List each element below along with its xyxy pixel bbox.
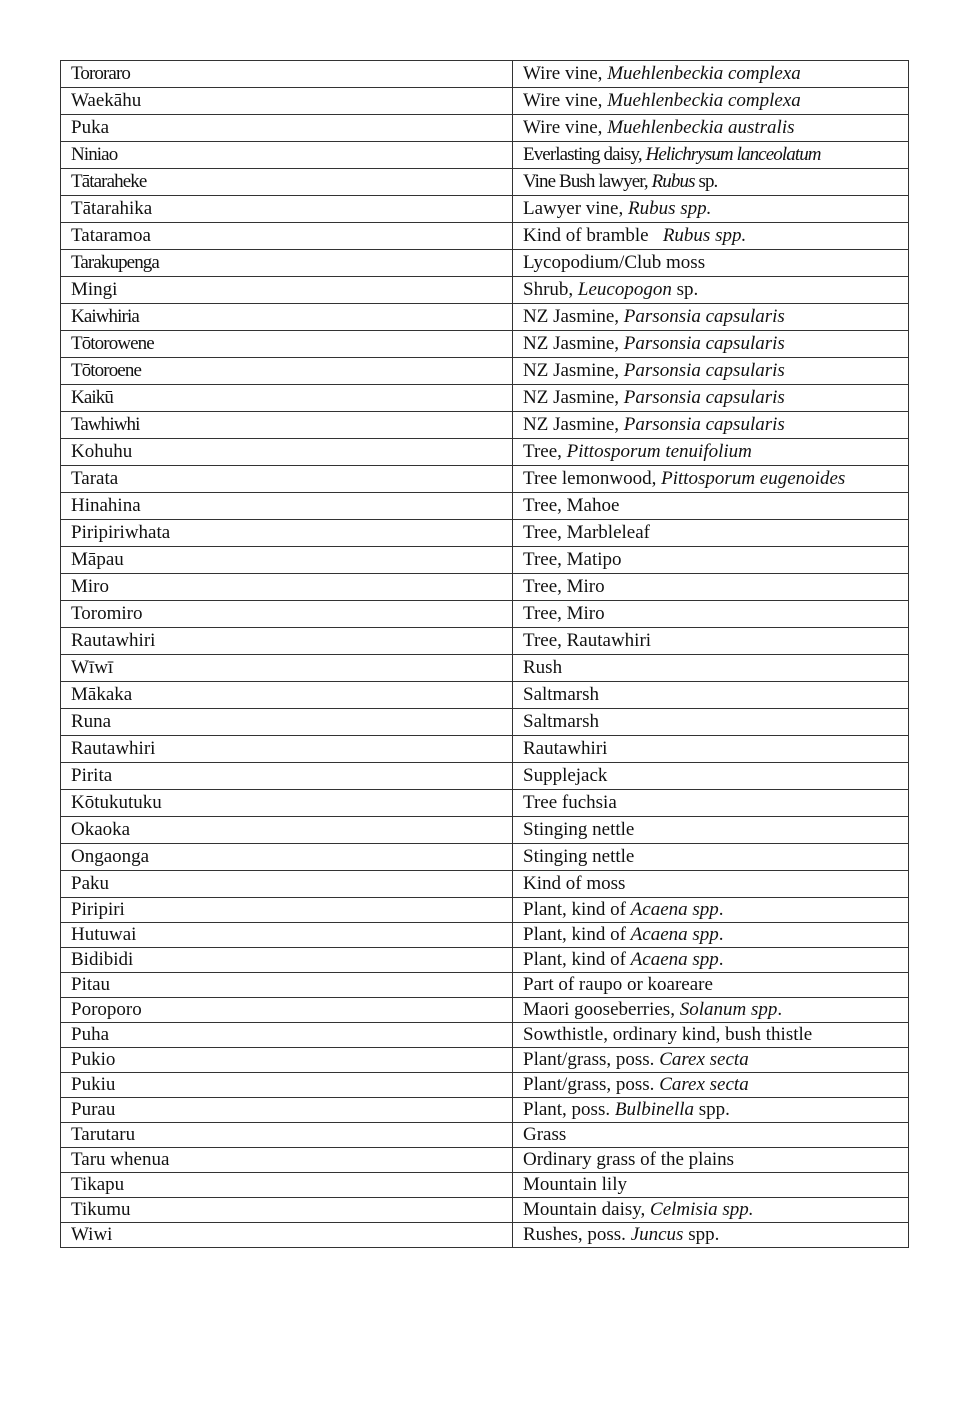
table-row — [61, 412, 909, 439]
description-text: Lawyer vine, — [523, 198, 628, 219]
description-text: Kind of bramble — [523, 225, 663, 246]
english-description-cell — [513, 331, 909, 358]
description-suffix: . — [718, 899, 724, 920]
table-row — [61, 1048, 909, 1073]
scientific-name: Rubus spp. — [662, 225, 747, 246]
description-text: Wire vine, — [523, 90, 608, 111]
maori-name-cell — [61, 331, 513, 358]
description-suffix: . — [718, 949, 724, 970]
maori-name: Wiwi — [71, 1224, 113, 1245]
english-description-cell — [513, 466, 909, 493]
scientific-name: Juncus — [630, 1224, 684, 1245]
scientific-name: Solanum spp — [679, 999, 778, 1020]
english-description-cell — [513, 547, 909, 574]
english-description-cell — [513, 304, 909, 331]
scientific-name: Carex secta — [659, 1074, 749, 1095]
description-suffix: spp. — [683, 1224, 720, 1245]
maori-name-cell — [61, 493, 513, 520]
description-text: Rushes, poss. — [523, 1224, 631, 1245]
table-row — [61, 1148, 909, 1173]
english-description-cell — [513, 223, 909, 250]
maori-name-cell — [61, 1048, 513, 1073]
english-description-cell — [513, 1073, 909, 1098]
scientific-name: Acaena spp — [630, 924, 719, 945]
maori-name-cell — [61, 1223, 513, 1248]
table-row — [61, 1223, 909, 1248]
scientific-name: Parsonsia capsularis — [623, 360, 785, 381]
table-row — [61, 142, 909, 169]
description-text: Plant/grass, poss. — [523, 1074, 660, 1095]
description-text: Stinging nettle — [523, 846, 635, 867]
maori-name-cell — [61, 439, 513, 466]
maori-name-cell — [61, 250, 513, 277]
table-row — [61, 898, 909, 923]
english-description-cell — [513, 169, 909, 196]
description-text: Tree fuchsia — [523, 792, 617, 813]
table-row — [61, 439, 909, 466]
table-row — [61, 998, 909, 1023]
description-text: Tree, — [523, 441, 567, 462]
table-row — [61, 331, 909, 358]
description-text: Tree, Miro — [523, 603, 605, 624]
maori-name: Purau — [71, 1099, 116, 1120]
maori-name: Poroporo — [71, 999, 142, 1020]
maori-name: Tōtoroene — [71, 360, 141, 381]
maori-name: Pukiu — [71, 1074, 116, 1095]
maori-name: Tōtorowene — [71, 333, 154, 354]
maori-name: Mākaka — [71, 684, 133, 705]
maori-name: Taru whenua — [71, 1149, 170, 1170]
english-description-cell — [513, 493, 909, 520]
maori-name: Rautawhiri — [71, 738, 156, 759]
description-text: Tree, Mahoe — [523, 495, 620, 516]
description-text: Mountain daisy, — [523, 1199, 651, 1220]
description-text: Tree, Matipo — [523, 549, 622, 570]
maori-name-cell — [61, 169, 513, 196]
table-row — [61, 1198, 909, 1223]
maori-name-cell — [61, 923, 513, 948]
english-description-cell — [513, 844, 909, 871]
description-suffix: spp. — [694, 1099, 730, 1120]
table-row — [61, 736, 909, 763]
table-row — [61, 1123, 909, 1148]
scientific-name: Pittosporum tenuifolium — [566, 441, 752, 462]
maori-name-cell — [61, 948, 513, 973]
description-text: Tree lemonwood, — [523, 468, 662, 489]
maori-name-cell — [61, 385, 513, 412]
maori-name-cell — [61, 1123, 513, 1148]
table-row — [61, 223, 909, 250]
table-row — [61, 250, 909, 277]
maori-name-cell — [61, 1148, 513, 1173]
maori-name: Tikapu — [71, 1174, 125, 1195]
english-description-cell — [513, 682, 909, 709]
scientific-name: Bulbinella — [614, 1099, 695, 1120]
maori-name: Tātarahika — [71, 198, 153, 219]
table-row — [61, 948, 909, 973]
maori-name-cell — [61, 520, 513, 547]
scientific-name: Muehlenbeckia australis — [607, 117, 795, 138]
maori-name: Tororaro — [71, 63, 130, 84]
english-description-cell — [513, 115, 909, 142]
english-description-cell — [513, 574, 909, 601]
maori-name-cell — [61, 655, 513, 682]
english-description-cell — [513, 1173, 909, 1198]
description-suffix: . — [718, 924, 724, 945]
english-description-cell — [513, 898, 909, 923]
maori-name-cell — [61, 574, 513, 601]
scientific-name: Leucopogon — [577, 279, 672, 300]
english-description-cell — [513, 1123, 909, 1148]
maori-name: Waekāhu — [71, 90, 142, 111]
table-row — [61, 817, 909, 844]
description-text: Tree, Marbleleaf — [523, 522, 650, 543]
scientific-name: Rubus spp. — [627, 198, 712, 219]
maori-name-cell — [61, 412, 513, 439]
english-description-cell — [513, 1048, 909, 1073]
table-row — [61, 196, 909, 223]
scientific-name: Carex secta — [659, 1049, 749, 1070]
maori-name: Tarakupenga — [71, 252, 159, 273]
maori-name: Rautawhiri — [71, 630, 156, 651]
description-text: Plant, poss. — [523, 1099, 615, 1120]
scientific-name: Muehlenbeckia complexa — [607, 63, 801, 84]
scientific-name: Parsonsia capsularis — [623, 387, 785, 408]
table-row — [61, 385, 909, 412]
english-description-cell — [513, 1223, 909, 1248]
maori-name-cell — [61, 736, 513, 763]
description-text: Mountain lily — [523, 1174, 627, 1195]
english-description-cell — [513, 88, 909, 115]
maori-name: Puha — [71, 1024, 109, 1045]
description-text: Rush — [523, 657, 563, 678]
description-text: Tree, Rautawhiri — [523, 630, 652, 651]
english-description-cell — [513, 1023, 909, 1048]
table-row — [61, 277, 909, 304]
description-text: Everlasting daisy, — [523, 144, 646, 165]
scientific-name: Acaena spp — [630, 949, 719, 970]
maori-name-cell — [61, 1098, 513, 1123]
table-row — [61, 1098, 909, 1123]
maori-name-cell — [61, 898, 513, 923]
maori-name: Toromiro — [71, 603, 143, 624]
maori-name-cell — [61, 790, 513, 817]
description-text: Stinging nettle — [523, 819, 635, 840]
description-text: NZ Jasmine, — [523, 414, 624, 435]
maori-name: Bidibidi — [71, 949, 134, 970]
maori-name: Mingi — [71, 279, 118, 300]
english-description-cell — [513, 973, 909, 998]
maori-name-cell — [61, 817, 513, 844]
table-row — [61, 763, 909, 790]
maori-name-cell — [61, 844, 513, 871]
english-description-cell — [513, 948, 909, 973]
description-text: Vine Bush lawyer, — [523, 171, 652, 192]
maori-name-cell — [61, 304, 513, 331]
description-text: Shrub, — [523, 279, 578, 300]
maori-name: Piripiriwhata — [71, 522, 171, 543]
description-text: NZ Jasmine, — [523, 306, 624, 327]
table-row — [61, 574, 909, 601]
description-text: Kind of moss — [523, 873, 626, 894]
maori-name: Paku — [71, 873, 109, 894]
maori-name-cell — [61, 763, 513, 790]
english-description-cell — [513, 923, 909, 948]
maori-name-cell — [61, 223, 513, 250]
description-text: Supplejack — [523, 765, 608, 786]
maori-name-cell — [61, 1173, 513, 1198]
english-description-cell — [513, 601, 909, 628]
maori-name-cell — [61, 973, 513, 998]
table-row — [61, 871, 909, 898]
plant-names-table — [60, 60, 909, 1248]
english-description-cell — [513, 1098, 909, 1123]
maori-name: Tarata — [71, 468, 119, 489]
english-description-cell — [513, 1148, 909, 1173]
table-row — [61, 601, 909, 628]
table-row — [61, 358, 909, 385]
english-description-cell — [513, 520, 909, 547]
english-description-cell — [513, 250, 909, 277]
scientific-name: Helichrysum lanceolatum — [645, 144, 821, 165]
maori-name: Tataramoa — [71, 225, 151, 246]
maori-name: Niniao — [71, 144, 118, 165]
maori-name-cell — [61, 277, 513, 304]
table-row — [61, 923, 909, 948]
description-text: NZ Jasmine, — [523, 333, 624, 354]
table-row — [61, 973, 909, 998]
maori-name: Piripiri — [71, 899, 125, 920]
description-text: NZ Jasmine, — [523, 360, 624, 381]
table-row — [61, 169, 909, 196]
description-text: Sowthistle, ordinary kind, bush thistle — [523, 1024, 813, 1045]
scientific-name: Muehlenbeckia complexa — [607, 90, 801, 111]
maori-name-cell — [61, 1198, 513, 1223]
english-description-cell — [513, 196, 909, 223]
table-row — [61, 682, 909, 709]
scientific-name: Rubus — [651, 171, 695, 192]
table-row — [61, 547, 909, 574]
description-text: Part of raupo or koareare — [523, 974, 713, 995]
english-description-cell — [513, 1198, 909, 1223]
maori-name-cell — [61, 358, 513, 385]
maori-name-cell — [61, 601, 513, 628]
description-text: Plant, kind of — [523, 924, 631, 945]
english-description-cell — [513, 790, 909, 817]
maori-name: Okaoka — [71, 819, 131, 840]
english-description-cell — [513, 628, 909, 655]
maori-name-cell — [61, 61, 513, 88]
maori-name: Tarutaru — [71, 1124, 136, 1145]
english-description-cell — [513, 142, 909, 169]
maori-name-cell — [61, 142, 513, 169]
scientific-name: Parsonsia capsularis — [623, 414, 785, 435]
maori-name-cell — [61, 115, 513, 142]
english-description-cell — [513, 709, 909, 736]
english-description-cell — [513, 817, 909, 844]
english-description-cell — [513, 998, 909, 1023]
table-row — [61, 1023, 909, 1048]
maori-name: Puka — [71, 117, 109, 138]
description-text: Grass — [523, 1124, 567, 1145]
maori-name: Tawhiwhi — [71, 414, 140, 435]
maori-name: Pukio — [71, 1049, 116, 1070]
table-row — [61, 1173, 909, 1198]
maori-name-cell — [61, 547, 513, 574]
maori-name: Hutuwai — [71, 924, 137, 945]
english-description-cell — [513, 277, 909, 304]
description-text: NZ Jasmine, — [523, 387, 624, 408]
table-row — [61, 520, 909, 547]
maori-name: Tātaraheke — [71, 171, 147, 192]
maori-name-cell — [61, 466, 513, 493]
description-suffix: . — [777, 999, 783, 1020]
english-description-cell — [513, 439, 909, 466]
scientific-name: Celmisia spp. — [650, 1199, 754, 1220]
scientific-name: Pittosporum eugenoides — [661, 468, 846, 489]
table-row — [61, 1073, 909, 1098]
table-row — [61, 844, 909, 871]
maori-name-cell — [61, 682, 513, 709]
maori-name: Ongaonga — [71, 846, 150, 867]
scientific-name: Parsonsia capsularis — [623, 333, 785, 354]
maori-name: Māpau — [71, 549, 124, 570]
description-text: Wire vine, — [523, 63, 608, 84]
maori-name: Hinahina — [71, 495, 141, 516]
maori-name: Kohuhu — [71, 441, 133, 462]
maori-name: Runa — [71, 711, 112, 732]
maori-name: Kaikū — [71, 387, 113, 408]
maori-name: Tikumu — [71, 1199, 131, 1220]
maori-name-cell — [61, 1073, 513, 1098]
table-row — [61, 493, 909, 520]
table-row — [61, 790, 909, 817]
table-row — [61, 655, 909, 682]
description-text: Tree, Miro — [523, 576, 605, 597]
maori-name: Pitau — [71, 974, 111, 995]
table-row — [61, 304, 909, 331]
scientific-name: Acaena spp — [630, 899, 719, 920]
english-description-cell — [513, 61, 909, 88]
table-row — [61, 115, 909, 142]
english-description-cell — [513, 412, 909, 439]
maori-name: Kōtukutuku — [71, 792, 162, 813]
maori-name-cell — [61, 998, 513, 1023]
english-description-cell — [513, 871, 909, 898]
maori-name-cell — [61, 196, 513, 223]
scientific-name: Parsonsia capsularis — [623, 306, 785, 327]
english-description-cell — [513, 736, 909, 763]
description-text: Ordinary grass of the plains — [523, 1149, 735, 1170]
maori-name-cell — [61, 628, 513, 655]
description-text: Lycopodium/Club moss — [523, 252, 706, 273]
description-text: Plant, kind of — [523, 949, 631, 970]
table-row — [61, 88, 909, 115]
maori-name-cell — [61, 88, 513, 115]
english-description-cell — [513, 358, 909, 385]
table-body — [61, 61, 909, 1248]
description-suffix: sp. — [694, 171, 718, 192]
maori-name-cell — [61, 871, 513, 898]
description-text: Rautawhiri — [523, 738, 608, 759]
maori-name: Wīwī — [71, 657, 114, 678]
table-row — [61, 466, 909, 493]
table-row — [61, 709, 909, 736]
maori-name: Pirita — [71, 765, 113, 786]
description-text: Saltmarsh — [523, 684, 599, 705]
maori-name: Miro — [71, 576, 109, 597]
maori-name-cell — [61, 709, 513, 736]
description-text: Wire vine, — [523, 117, 608, 138]
english-description-cell — [513, 385, 909, 412]
description-text: Plant, kind of — [523, 899, 631, 920]
description-text: Saltmarsh — [523, 711, 599, 732]
description-suffix: sp. — [671, 279, 699, 300]
description-text: Plant/grass, poss. — [523, 1049, 660, 1070]
description-text: Maori gooseberries, — [523, 999, 680, 1020]
maori-name-cell — [61, 1023, 513, 1048]
maori-name: Kaiwhiria — [71, 306, 139, 327]
table-row — [61, 61, 909, 88]
english-description-cell — [513, 763, 909, 790]
table-row — [61, 628, 909, 655]
english-description-cell — [513, 655, 909, 682]
